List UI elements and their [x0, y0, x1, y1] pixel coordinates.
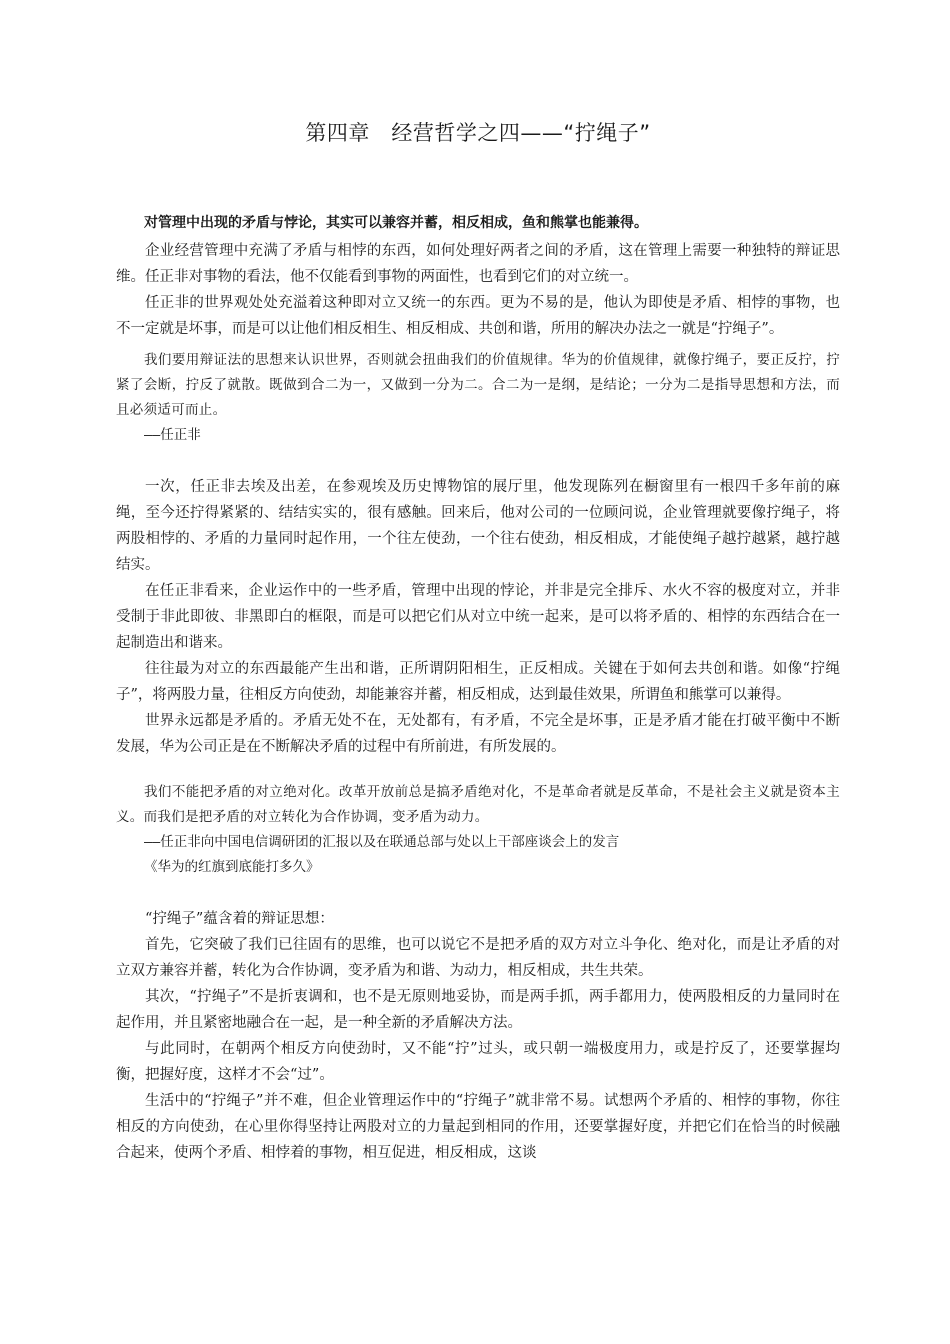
lead-summary: 对管理中出现的矛盾与悖论，其实可以兼容并蓄，相反相成，鱼和熊掌也能兼得。 [144, 215, 648, 231]
paragraph: 企业经营管理中充满了矛盾与相悖的东西，如何处理好两者之间的矛盾，这在管理上需要一种独特的辩证思维。任正非对事物的看法，他不仅能看到事物的两面性，也看到它们的对立统一。 [116, 243, 840, 285]
chapter-title: 第四章 经营哲学之四——“拧绳子” [305, 121, 651, 145]
paragraph: 任正非的世界观处处充溢着这种即对立又统一的东西。更为不易的是，他认为即使是矛盾、相悖的事物，也不一定就是坏事，而是可以让他们相反相生、相反相成、共创和谐，所用的解决办法之一就是“拧绳子”。 [116, 295, 840, 337]
paragraph: 首先，它突破了我们已往固有的思维，也可以说它不是把矛盾的双方对立斗争化、绝对化，而是让矛盾的对立双方兼容并蓄，转化为合作协调，变矛盾为和谐、为动力，相反相成，共生共荣。 [116, 937, 840, 979]
body-text [116, 210, 840, 1166]
paragraph: 一次，任正非去埃及出差，在参观埃及历史博物馆的展厅里，他发现陈列在橱窗里有一根四千多年前的麻绳，至今还拧得紧紧的、结结实实的，很有感触。回来后，他对公司的一位顾问说，企业管理就要像拧绳子，将两股相悖的、矛盾的力量同时起作用，一个往左使劲，一个往右使劲，相反相成，才能使绳子越拧越紧，越拧越结实。 [116, 479, 840, 573]
paragraph: 往往最为对立的东西最能产生出和谐，正所谓阴阳相生，正反相成。关键在于如何去共创和谐。如像“拧绳子”，将两股力量，往相反方向使劲，却能兼容并蓄，相反相成，达到最佳效果，所谓鱼和熊掌可以兼得。 [116, 661, 840, 703]
paragraph: 生活中的“拧绳子”并不难，但企业管理运作中的“拧绳子”就非常不易。试想两个矛盾的、相悖的事物，你往相反的方向使劲，在心里你得坚持让两股对立的力量起到相同的作用，还要掌握好度，并把它们在恰当的时候融合起来，使两个矛盾、相悖着的事物，相互促进，相反相成，这谈 [116, 1093, 840, 1161]
quote-attribution: ——任正非向中国电信调研团的汇报以及在联通总部与处以上干部座谈会上的发言 [144, 834, 620, 850]
quote-text: 我们不能把矛盾的对立绝对化。改革开放前总是搞矛盾绝对化，不是革命者就是反革命，不是社会主义就是资本主义。而我们是把矛盾的对立转化为合作协调，变矛盾为动力。 [116, 784, 840, 825]
quote-source: 《华为的红旗到底能打多久》 [144, 859, 320, 875]
quote-text: 我们要用辩证法的思想来认识世界，否则就会扭曲我们的价值规律。华为的价值规律，就像拧绳子，要正反拧，拧紧了会断，拧反了就散。既做到合二为一，又做到一分为二。合二为一是纲，是结论；一分为二是指导思想和方法，而且必须适可而止。 [116, 352, 840, 418]
paragraph: “拧绳子”蕴含着的辩证思想： [145, 911, 334, 927]
paragraph: 在任正非看来，企业运作中的一些矛盾，管理中出现的悖论，并非是完全排斥、水火不容的极度对立，并非受制于非此即彼、非黑即白的框限，而是可以把它们从对立中统一起来，是可以将矛盾的、相悖的东西结合在一起制造出和谐来。 [116, 583, 840, 651]
paragraph: 其次，“拧绳子”不是折衷调和，也不是无原则地妥协，而是两手抓，两手都用力，使两股相反的力量同时在起作用，并且紧密地融合在一起，是一种全新的矛盾解决方法。 [116, 989, 840, 1031]
paragraph: 与此同时，在朝两个相反方向使劲时，又不能“拧”过头，或只朝一端极度用力，或是拧反了，还要掌握均衡，把握好度，这样才不会“过”。 [116, 1041, 840, 1083]
paragraph: 世界永远都是矛盾的。矛盾无处不在，无处都有，有矛盾，不完全是坏事，正是矛盾才能在打破平衡中不断发展，华为公司正是在不断解决矛盾的过程中有所前进，有所发展的。 [116, 713, 840, 755]
quote-attribution: ——任正非 [144, 427, 201, 443]
